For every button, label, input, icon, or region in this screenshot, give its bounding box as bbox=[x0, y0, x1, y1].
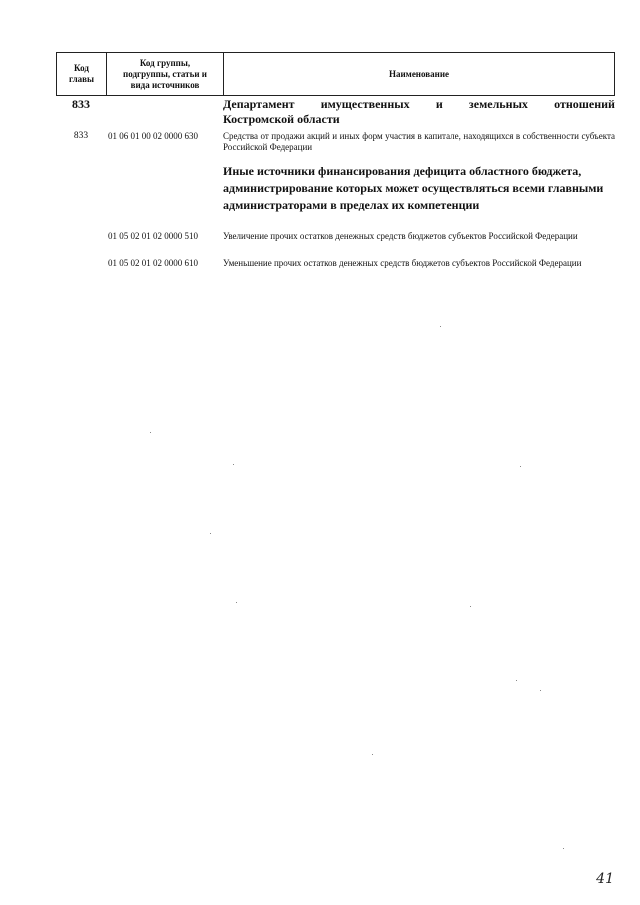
row-group: 01 06 01 00 02 0000 630 bbox=[108, 131, 198, 141]
header-cell-code bbox=[57, 53, 107, 95]
row-name-word: отношений bbox=[554, 97, 615, 111]
row-name: Увеличение прочих остатков денежных средств бюджетов субъектов Российской Федерации bbox=[223, 231, 578, 241]
scan-speck bbox=[233, 464, 234, 465]
scan-speck bbox=[470, 606, 471, 607]
page-number: 41 bbox=[596, 871, 614, 887]
header-group-line1: Код группы, bbox=[139, 57, 191, 68]
row-name-line2: Костромской области bbox=[223, 112, 340, 126]
row-name: Уменьшение прочих остатков денежных средств бюджетов субъектов Российской Федерации bbox=[223, 258, 582, 268]
scan-speck bbox=[563, 848, 564, 849]
scan-speck bbox=[520, 466, 521, 467]
table-row bbox=[56, 131, 615, 153]
scan-speck bbox=[540, 690, 541, 691]
row-group: 01 05 02 01 02 0000 610 bbox=[108, 258, 198, 268]
scan-speck bbox=[210, 533, 211, 534]
header-name-label: Наименование bbox=[389, 68, 449, 79]
row-name: Средства от продажи акций и иных форм участия в капитале, находящихся в собственности субъекта Российской Федерации bbox=[223, 131, 615, 152]
scan-speck bbox=[372, 754, 373, 755]
scan-speck bbox=[440, 326, 441, 327]
row-group: 01 05 02 01 02 0000 510 bbox=[108, 231, 198, 241]
table-row bbox=[56, 231, 615, 242]
table-row bbox=[56, 163, 615, 214]
header-group-line2: подгруппы, статьи и bbox=[123, 68, 207, 79]
header-group-line3: вида источников bbox=[130, 79, 200, 90]
table-header bbox=[56, 52, 615, 96]
header-cell-group bbox=[107, 53, 224, 95]
section-heading: Иные источники финансирования дефицита областного бюджета, администрирование которых может осуществляться всеми главными администраторами в пределах их компетенции bbox=[223, 164, 604, 212]
header-cell-name bbox=[224, 53, 614, 95]
header-code-line2: главы bbox=[68, 74, 95, 84]
table-row bbox=[56, 97, 615, 127]
row-code: 833 bbox=[72, 97, 90, 111]
row-name bbox=[223, 97, 615, 127]
header-code-line1: Код bbox=[74, 63, 89, 73]
row-code: 833 bbox=[73, 131, 89, 141]
row-name-word: земельных bbox=[468, 97, 528, 111]
row-name-word: Департамент bbox=[223, 97, 295, 111]
row-name-word: и bbox=[435, 97, 443, 111]
scan-speck bbox=[516, 680, 517, 681]
row-name-word: имущественных bbox=[320, 97, 410, 111]
scan-speck bbox=[150, 432, 151, 433]
scan-speck bbox=[236, 602, 237, 603]
row-name-line1 bbox=[223, 97, 615, 112]
table-row bbox=[56, 258, 615, 269]
